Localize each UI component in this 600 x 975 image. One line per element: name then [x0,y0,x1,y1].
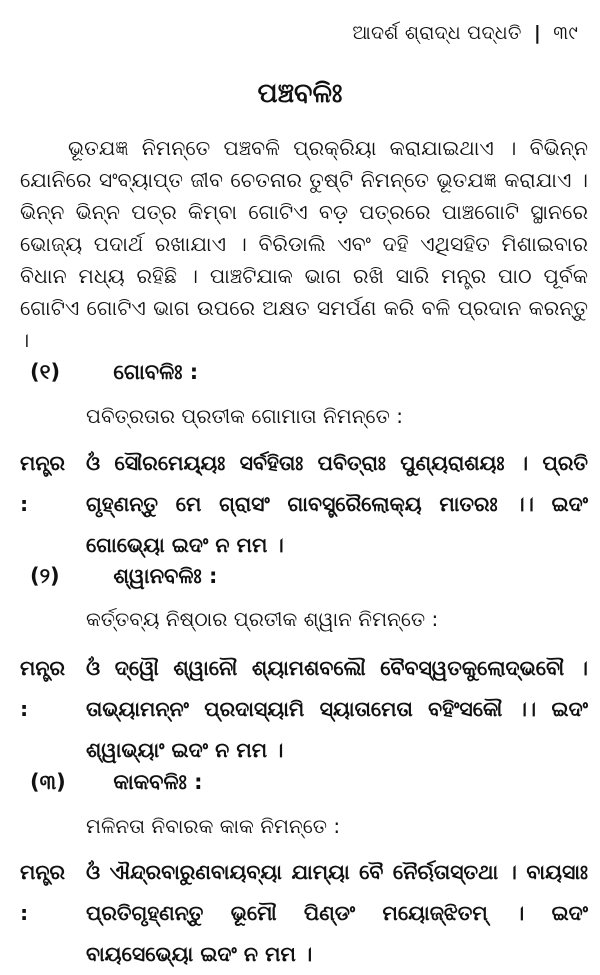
item-heading-1 [30,360,198,385]
item-name: ଶ୍ୱାନବଳିଃ : [113,564,218,588]
item-heading-3 [30,770,203,795]
mantra-text: ଓଁ ସୌରମେୟ୍ୟଃ ସର୍ବହିତାଃ ପବିତ୍ରାଃ ପୁଣ୍ୟରାଶୟଃ । ପ୍ରତି ଗୃହ୍ଣନ୍ତୁ ମେ ଗ୍ରାସଂ ଗାବସ୍ତ୍ରୈଲୋକ୍ୟ ମାତରଃ ।। ଇଦଂ ଗୋଭ୍ୟୋ ଇଦଂ ନ ମମ । [86,451,588,557]
header-separator: | [533,22,541,44]
mantra-label: ମନ୍ତ୍ର : [20,451,65,516]
item-name: କାକବଳିଃ : [113,770,203,794]
mantra-block-1 [20,443,588,566]
running-title: ଆଦର୍ଶ ଶ୍ରାଦ୍ଧ ପଦ୍ଧତି [352,22,522,44]
item-purpose-2: କର୍ତ୍ତବ୍ୟ ନିଷ୍ଠାର ପ୍ରତୀକ ଶ୍ୱାନ ନିମନ୍ତେ : [86,607,439,631]
mantra-block-2 [20,648,588,771]
item-number: (୩) [30,770,66,794]
mantra-block-3 [20,852,588,975]
section-title: ପଞ୍ଚବଳିଃ [257,78,343,109]
page-number: ୩୯ [553,22,578,44]
intro-paragraph [20,132,588,356]
item-name: ଗୋବଳିଃ : [113,360,199,384]
item-heading-2 [30,564,217,589]
mantra-label: ମନ୍ତ୍ର : [20,656,65,721]
item-number: (୨) [30,564,60,588]
intro-text: ଭୂତଯଜ୍ଞ ନିମନ୍ତେ ପଞ୍ଚବଳି ପ୍ରକ୍ରିୟା କରାଯାଇଥାଏ । ବିଭିନ୍ନ ଯୋନିରେ ସଂବ୍ୟାପ୍ତ ଜୀବ ଚେତନାର ତୁଷ୍ଟି ନିମନ୍ତେ ଭୂତଯଜ୍ଞ କରାଯାଏ । ଭିନ୍ନ ଭିନ୍ନ ପତ୍ର କିମ୍ବା ଗୋଟିଏ ବଡ଼ ପତ୍ରରେ ପାଞ୍ଚଗୋଟି ସ୍ଥାନରେ ଭୋଜ୍ୟ ପଦାର୍ଥ ରଖାଯାଏ । ବିରିଡାଲି ଏବଂ ଦହି ଏଥିସହିତ ମିଶାଇବାର ବିଧାନ ମଧ୍ୟ ରହିଛି । ପାଞ୍ଚଟିଯାକ ଭାଗ ରଖି ସାରି ମନ୍ତ୍ର ପାଠ ପୂର୍ବକ ଗୋଟିଏ ଗୋଟିଏ ଭାଗ ଉପରେ ଅକ୍ଷତ ସମର୍ପଣ କରି ବଳି ପ୍ରଦାନ କରନ୍ତୁ । [20,136,588,352]
mantra-text: ଓଁ ଐନ୍ଦ୍ରବାରୁଣବାୟବ୍ୟା ଯାମ୍ୟା ବୈ ନୈର୍ଋତାସ୍ତଥା । ବାୟସାଃ ପ୍ରତିଗୃହ୍ଣନ୍ତୁ ଭୂମୌ ପିଣ୍ଡଂ ମୟୋଜ୍‌ଝିତମ୍ । ଇଦଂ ବାୟସେଭ୍ୟୋ ଇଦଂ ନ ମମ । [86,860,588,966]
mantra-text: ଓଁ ଦ୍ୱୌ ଶ୍ୱାନୌ ଶ୍ୟାମଶବଲୌ ବୈବସ୍ୱତକୁଲୋଦ୍ଭବୌ । ତାଭ୍ୟାମନ୍ନଂ ପ୍ରଦାସ୍ୟାମି ସ୍ୟାତାମେତା ବହିଂସକୌ ।। ଇଦଂ ଶ୍ୱାଭ୍ୟାଂ ଇଦଂ ନ ମମ । [86,656,588,762]
running-header [352,22,578,44]
item-purpose-3: ମଳିନତା ନିବାରକ କାକ ନିମନ୍ତେ : [86,814,341,838]
item-number: (୧) [30,360,61,384]
item-purpose-1: ପବିତ୍ରତାର ପ୍ରତୀକ ଗୋମାତା ନିମନ୍ତେ : [86,404,403,428]
mantra-label: ମନ୍ତ୍ର : [20,860,65,925]
